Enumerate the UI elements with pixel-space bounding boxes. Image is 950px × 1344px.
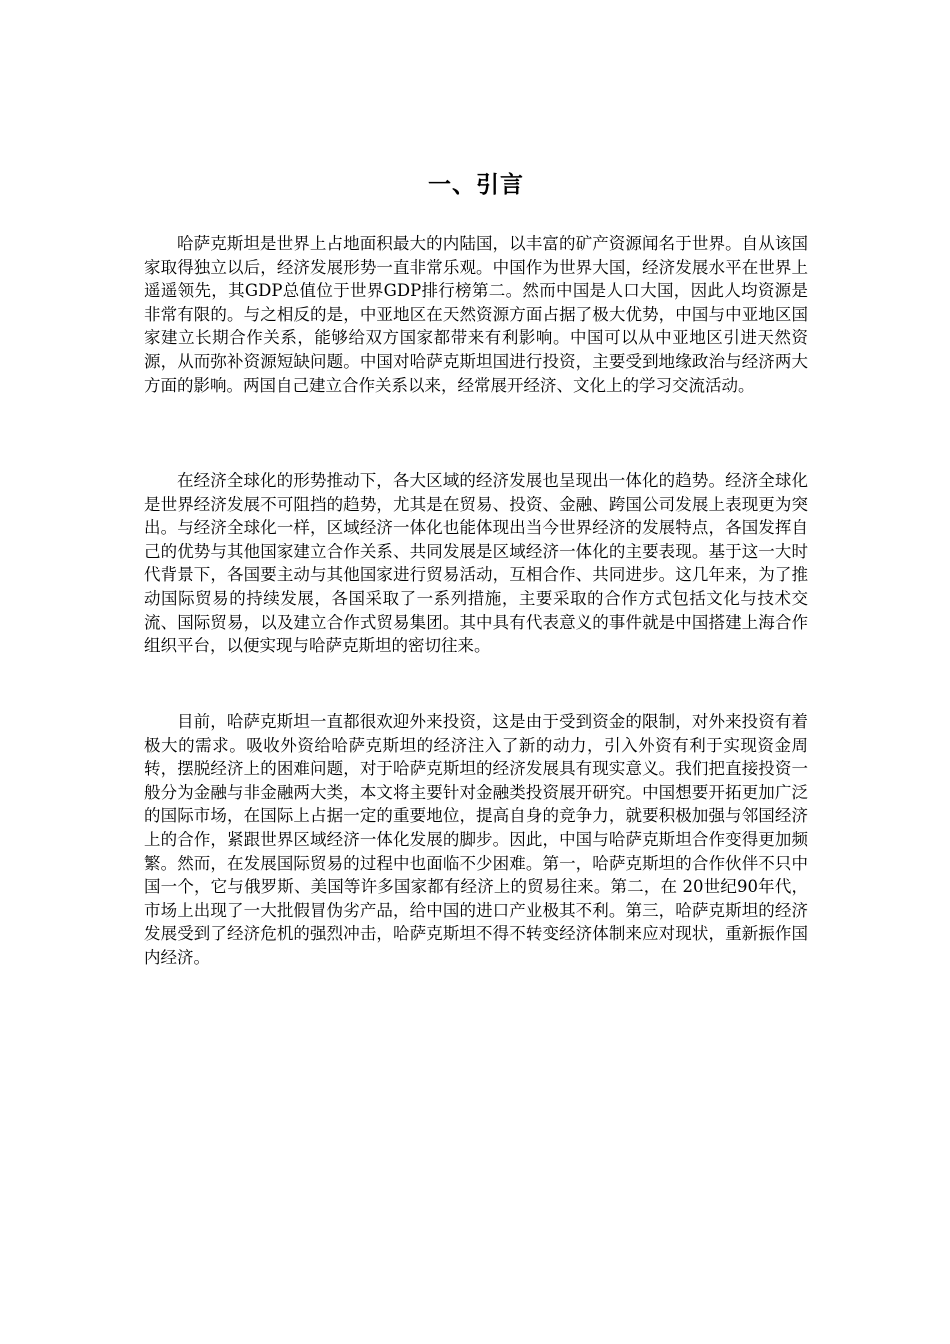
- paragraph-2: 在经济全球化的形势推动下，各大区域的经济发展也呈现出一体化的趋势。经济全球化是世界经济发展不可阻挡的趋势，尤其是在贸易、投资、金融、跨国公司发展上表现更为突出。与经济全球化一样，区域经济一体化也能体现出当今世界经济的发展特点，各国发挥自己的优势与其他国家建立合作关系、共同发展是区域经济一体化的主要表现。基于这一大时代背景下，各国要主动与其他国家进行贸易活动，互相合作、共同进步。这几年来，为了推动国际贸易的持续发展，各国采取了一系列措施，主要采取的合作方式包括文化与技术交流、国际贸易，以及建立合作式贸易集团。其中具有代表意义的事件就是中国搭建上海合作组织平台，以便实现与哈萨克斯坦的密切往来。: [144, 471, 808, 656]
- paragraph-1: 哈萨克斯坦是世界上占地面积最大的内陆国，以丰富的矿产资源闻名于世界。自从该国家取得独立以后，经济发展形势一直非常乐观。中国作为世界大国，经济发展水平在世界上遥遥领先，其GDP总值位于世界GDP排行榜第二。然而中国是人口大国，因此人均资源是非常有限的。与之相反的是，中亚地区在天然资源方面占据了极大优势，中国与中亚地区国家建立长期合作关系，能够给双方国家都带来有利影响。中国可以从中亚地区引进天然资源，从而弥补资源短缺问题。中国对哈萨克斯坦国进行投资，主要受到地缘政治与经济两大方面的影响。两国自己建立合作关系以来，经常展开经济、文化上的学习交流活动。: [144, 234, 808, 395]
- section-title: 一、引言: [428, 172, 524, 198]
- paragraph-3: 目前，哈萨克斯坦一直都很欢迎外来投资，这是由于受到资金的限制，对外来投资有着极大的需求。吸收外资给哈萨克斯坦的经济注入了新的动力，引入外资有利于实现资金周转，摆脱经济上的困难问题，对于哈萨克斯坦的经济发展具有现实意义。我们把直接投资一般分为金融与非金融两大类，本文将主要针对金融类投资展开研究。中国想要开拓更加广泛的国际市场，在国际上占据一定的重要地位，提高自身的竞争力，就要积极加强与邻国经济上的合作，紧跟世界区域经济一体化发展的脚步。因此，中国与哈萨克斯坦合作变得更加频繁。然而，在发展国际贸易的过程中也面临不少困难。第一，哈萨克斯坦的合作伙伴不只中国一个，它与俄罗斯、美国等许多国家都有经济上的贸易往来。第二，在 20世纪90年代，市场上出现了一大批假冒伪劣产品，给中国的进口产业极其不利。第三，哈萨克斯坦的经济发展受到了经济危机的强烈冲击，哈萨克斯坦不得不转变经济体制来应对现状，重新振作国内经济。: [144, 712, 808, 967]
